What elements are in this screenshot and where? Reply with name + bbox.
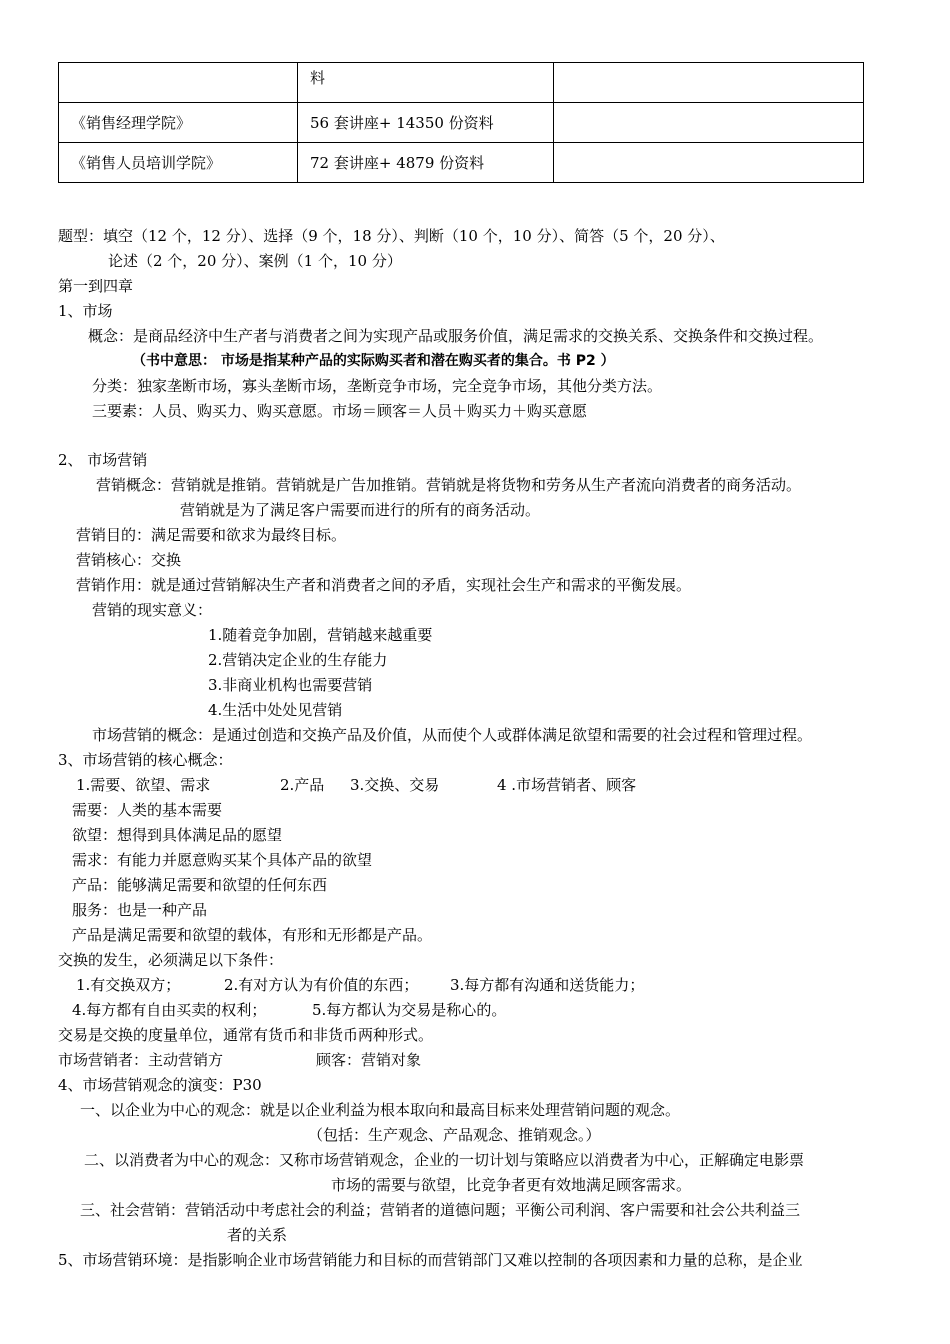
table-cell <box>554 103 864 143</box>
list-item: 3.每方都有沟通和送货能力； <box>450 976 645 994</box>
paragraph: 交换的发生，必须满足以下条件： <box>58 951 284 969</box>
paragraph: 概念：是商品经济中生产者与消费者之间为实现产品或服务价值，满足需求的交换关系、交换条件和交换过程。 <box>88 327 824 345</box>
paragraph: 营销的现实意义： <box>92 601 213 619</box>
question-types-cont: 论述（2 个，20 分）、案例（1 个，10 分） <box>108 252 402 270</box>
paragraph: 营销目的：满足需要和欲求为最终目标。 <box>76 526 347 544</box>
paragraph: 二、以消费者为中心的观念：又称市场营销观念，企业的一切计划与策略应以消费者为中心，正解确定电影票 <box>84 1151 805 1169</box>
list-item: 2.产品 <box>280 776 325 794</box>
table-cell: 料 <box>298 63 554 103</box>
section-heading: 5、市场营销环境：是指影响企业市场营销能力和目标的而营销部门又难以控制的各项因素和力量的总称，是企业 <box>58 1251 803 1269</box>
list-item: 2.有对方认为有价值的东西； <box>224 976 419 994</box>
paragraph: （包括：生产观念、产品观念、推销观念。） <box>308 1126 601 1144</box>
paragraph: 欲望：想得到具体满足品的愿望 <box>72 826 283 844</box>
question-types: 题型：填空（12 个，12 分）、选择（9 个，18 分）、判断（10 个，10 分）、简答（5 个，20 分）、 <box>58 227 725 245</box>
list-item: 1.需要、欲望、需求 <box>76 776 211 794</box>
table-cell: 72 套讲座+ 4879 份资料 <box>298 143 554 183</box>
paragraph: 市场营销者：主动营销方 <box>58 1051 224 1069</box>
paragraph-bold: （书中意思： 市场是指某种产品的实际购买者和潜在购买者的集合。书 P2 ） <box>132 353 615 369</box>
section-heading: 2、 市场营销 <box>58 451 148 469</box>
list-item: 4.生活中处处见营销 <box>208 701 343 719</box>
paragraph: 三要素：人员、购买力、购买意愿。市场＝顾客＝人员＋购买力＋购买意愿 <box>92 402 588 420</box>
list-item: 5.每方都认为交易是称心的。 <box>312 1001 507 1019</box>
list-item: 4 .市场营销者、顾客 <box>497 776 637 794</box>
chapter-heading: 第一到四章 <box>58 277 134 295</box>
paragraph: 营销作用：就是通过营销解决生产者和消费者之间的矛盾，实现社会生产和需求的平衡发展。 <box>76 576 692 594</box>
list-item: 3.交换、交易 <box>350 776 440 794</box>
section-heading: 4、市场营销观念的演变：P30 <box>58 1076 262 1094</box>
list-item: 4.每方都有自由买卖的权利； <box>72 1001 267 1019</box>
list-item: 2.营销决定企业的生存能力 <box>208 651 388 669</box>
paragraph: 者的关系 <box>227 1226 288 1244</box>
paragraph: 分类：独家垄断市场，寡头垄断市场，垄断竞争市场，完全竞争市场，其他分类方法。 <box>92 377 663 395</box>
table-cell: 56 套讲座+ 14350 份资料 <box>298 103 554 143</box>
table-row <box>59 103 864 143</box>
list-item: 1.有交换双方； <box>76 976 181 994</box>
paragraph: 营销核心：交换 <box>76 551 182 569</box>
paragraph: 服务：也是一种产品 <box>72 901 208 919</box>
table-row <box>59 63 864 103</box>
paragraph: 营销概念：营销就是推销。营销就是广告加推销。营销就是将货物和劳务从生产者流向消费者的商务活动。 <box>96 476 802 494</box>
table-cell: 《销售人员培训学院》 <box>59 143 298 183</box>
table-cell <box>554 143 864 183</box>
table-cell: 《销售经理学院》 <box>59 103 298 143</box>
paragraph: 市场营销的概念：是通过创造和交换产品及价值，从而使个人或群体满足欲望和需要的社会过程和管理过程。 <box>92 726 813 744</box>
paragraph: 顾客：营销对象 <box>316 1051 422 1069</box>
section-heading: 3、市场营销的核心概念： <box>58 751 233 769</box>
paragraph: 产品：能够满足需要和欲望的任何东西 <box>72 876 328 894</box>
paragraph: 营销就是为了满足客户需要而进行的所有的商务活动。 <box>180 501 541 519</box>
paragraph: 产品是满足需要和欲望的载体，有形和无形都是产品。 <box>72 926 433 944</box>
paragraph: 需求：有能力并愿意购买某个具体产品的欲望 <box>72 851 373 869</box>
section-heading: 1、市场 <box>58 302 113 320</box>
paragraph: 交易是交换的度量单位，通常有货币和非货币两种形式。 <box>58 1026 434 1044</box>
paragraph: 一、以企业为中心的观念：就是以企业利益为根本取向和最高目标来处理营销问题的观念。 <box>80 1101 681 1119</box>
resource-table <box>58 62 864 183</box>
list-item: 1.随着竞争加剧，营销越来越重要 <box>208 626 433 644</box>
paragraph: 需要：人类的基本需要 <box>72 801 223 819</box>
table-row <box>59 143 864 183</box>
list-item: 3.非商业机构也需要营销 <box>208 676 373 694</box>
table-cell <box>554 63 864 103</box>
table-cell <box>59 63 298 103</box>
paragraph: 市场的需要与欲望，比竞争者更有效地满足顾客需求。 <box>331 1176 692 1194</box>
paragraph: 三、社会营销：营销活动中考虑社会的利益；营销者的道德问题；平衡公司利润、客户需要和社会公共利益三 <box>80 1201 801 1219</box>
